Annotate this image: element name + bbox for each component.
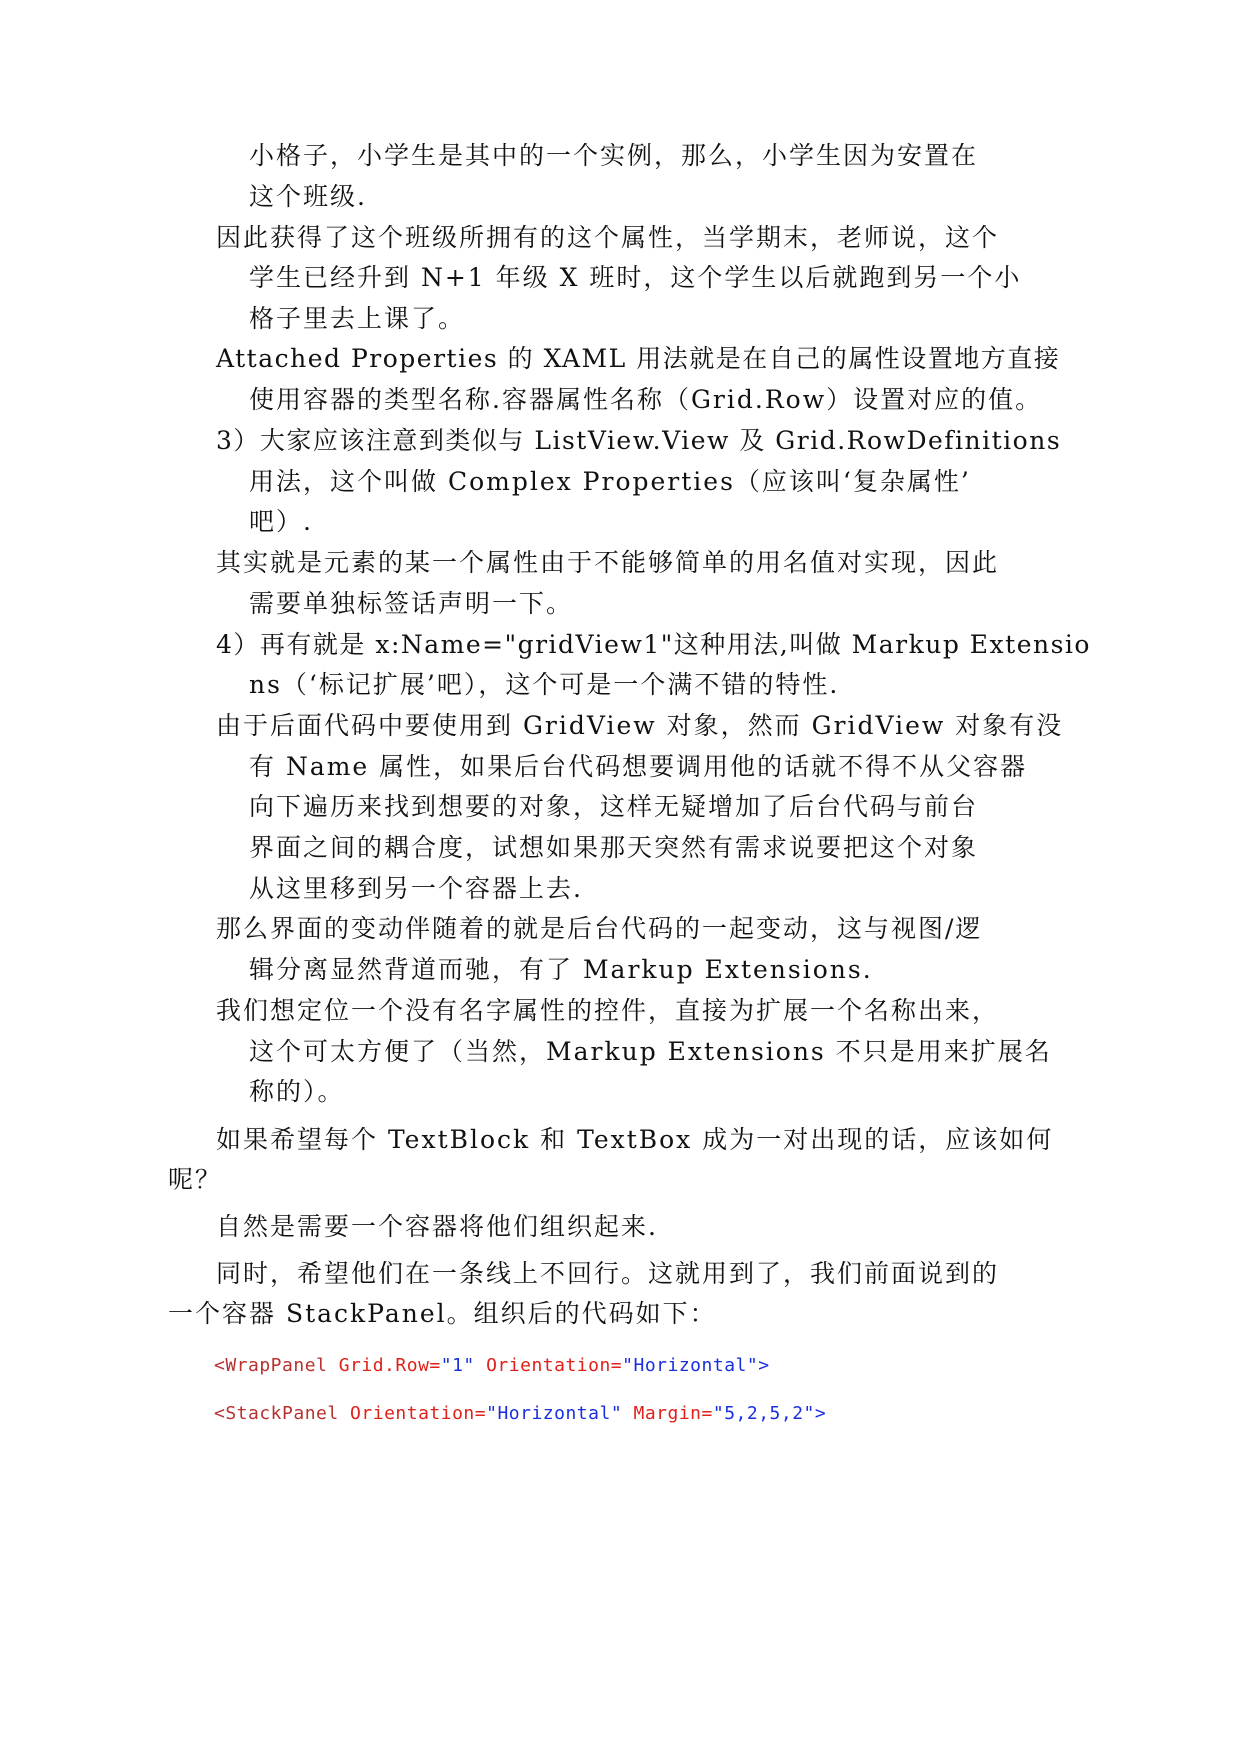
paragraph-line: 使用容器的类型名称.容器属性名称（Grid.Row）设置对应的值。 bbox=[249, 385, 1043, 414]
code-attr-name: Orientation= bbox=[338, 1403, 487, 1424]
paragraph-line: 同时，希望他们在一条线上不回行。这就用到了，我们前面说到的 bbox=[216, 1259, 1000, 1288]
code-attr-value: "5,2,5,2" bbox=[712, 1403, 815, 1424]
code-attr-name: Grid.Row= bbox=[327, 1355, 441, 1376]
paragraph-line: 我们想定位一个没有名字属性的控件，直接为扩展一个名称出来， bbox=[216, 996, 1000, 1025]
paragraph-line: 这个可太方便了（当然，Markup Extensions 不只是用来扩展名 bbox=[249, 1037, 1052, 1066]
list-item-3-line: 3）大家应该注意到类似与 ListView.View 及 Grid.RowDefinitions bbox=[216, 426, 1062, 455]
paragraph-line: 学生已经升到 N+1 年级 X 班时，这个学生以后就跑到另一个小 bbox=[249, 263, 1022, 292]
code-tag: <WrapPanel bbox=[214, 1355, 328, 1376]
paragraph-line: 那么界面的变动伴随着的就是后台代码的一起变动，这与视图/逻 bbox=[216, 914, 983, 943]
paragraph-line: 有 Name 属性，如果后台代码想要调用他的话就不得不从父容器 bbox=[249, 752, 1028, 781]
paragraph-line: 其实就是元素的某一个属性由于不能够简单的用名值对实现，因此 bbox=[216, 548, 1000, 577]
paragraph-line: 由于后面代码中要使用到 GridView 对象，然而 GridView 对象有没 bbox=[216, 711, 1064, 740]
paragraph-line: 从这里移到另一个容器上去. bbox=[249, 874, 583, 903]
paragraph-line: 小格子，小学生是其中的一个实例，那么，小学生因为安置在 bbox=[249, 141, 979, 170]
code-line bbox=[214, 1350, 770, 1382]
paragraph-line: 自然是需要一个容器将他们组织起来. bbox=[216, 1212, 658, 1241]
code-tag-close: > bbox=[758, 1355, 770, 1376]
paragraph-line: 这个班级. bbox=[249, 182, 367, 211]
code-tag-close: > bbox=[814, 1403, 827, 1424]
code-attr-value: "1" bbox=[440, 1355, 475, 1376]
paragraph-line: 需要单独标签话声明一下。 bbox=[249, 589, 574, 618]
code-attr-value: "Horizontal" bbox=[486, 1403, 623, 1424]
paragraph-line: 呢？ bbox=[168, 1165, 223, 1194]
code-attr-name: Orientation= bbox=[474, 1355, 623, 1376]
paragraph-line: Attached Properties 的 XAML 用法就是在自己的属性设置地方直接 bbox=[216, 344, 1061, 373]
paragraph-line: 向下遍历来找到想要的对象，这样无疑增加了后台代码与前台 bbox=[249, 792, 979, 821]
list-item-4-line: 4）再有就是 x:Name="gridView1"这种用法,叫做 Markup Extensio bbox=[216, 630, 1091, 659]
paragraph-line: 称的）。 bbox=[249, 1077, 345, 1106]
paragraph-line: 界面之间的耦合度，试想如果那天突然有需求说要把这个对象 bbox=[249, 833, 979, 862]
paragraph-line: 格子里去上课了。 bbox=[249, 304, 466, 333]
code-line bbox=[214, 1398, 826, 1430]
code-attr-value: "Horizontal" bbox=[622, 1355, 759, 1376]
code-tag: <StackPanel bbox=[214, 1403, 339, 1424]
paragraph-line: 如果希望每个 TextBlock 和 TextBox 成为一对出现的话，应该如何 bbox=[216, 1125, 1054, 1154]
code-attr-name: Margin= bbox=[622, 1403, 713, 1424]
paragraph-line: 吧）. bbox=[249, 507, 313, 536]
paragraph-line: 辑分离显然背道而驰，有了 Markup Extensions. bbox=[249, 955, 873, 984]
paragraph-line: 一个容器 StackPanel。组织后的代码如下： bbox=[168, 1299, 717, 1328]
paragraph-line: ns（‘标记扩展’吧），这个可是一个满不错的特性. bbox=[249, 670, 840, 699]
paragraph-line: 因此获得了这个班级所拥有的这个属性，当学期末，老师说，这个 bbox=[216, 223, 1000, 252]
paragraph-line: 用法，这个叫做 Complex Properties（应该叫‘复杂属性’ bbox=[249, 467, 971, 496]
